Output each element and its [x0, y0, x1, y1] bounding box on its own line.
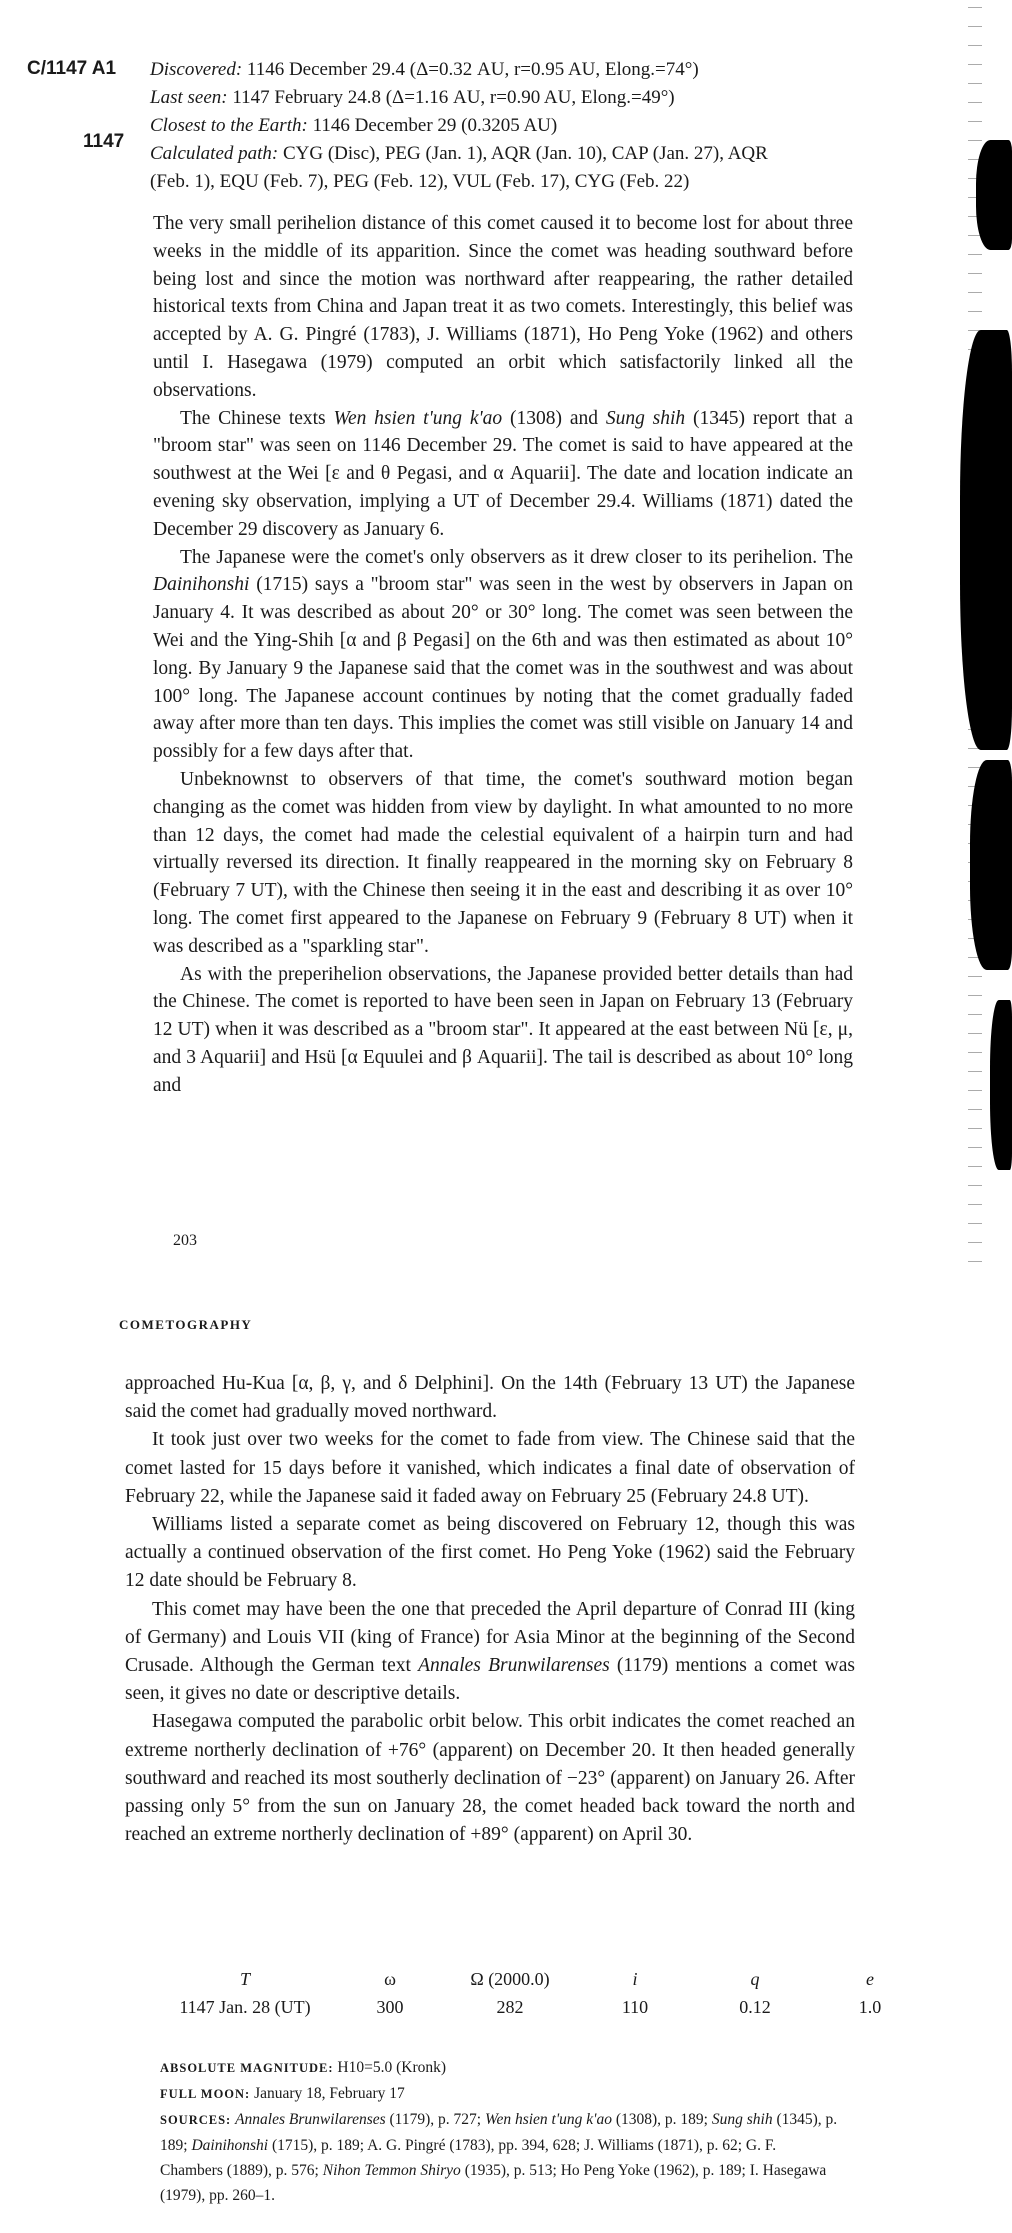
gutter-shadow: [990, 1000, 1012, 1170]
table-cell: 1147 Jan. 28 (UT): [179, 1996, 311, 2017]
full-moon-line: [160, 2081, 840, 2107]
paragraph: As with the preperihelion observations, the Japanese provided better details than had the Chinese. The comet is reported to have been seen in Japan on February 13 (February 12 UT) when it was described as a "broom star". It appeared at the east between Nü [ε, μ, and 3 Aquarii] and Hsü [α Equulei and β Aquarii]. The tail is described as about 10° long and: [153, 963, 853, 1096]
page-number: 203: [173, 1232, 197, 1249]
sources-value: Annales Brunwilarenses (1179), p. 727; Wen hsien t'ung k'ao (1308), p. 189; Sung shih (1345), p. 189; Dainihonshi (1715), p. 189; A. G. Pingré (1783), pp. 394, 628; J. Williams (1871), p. 62; G. F. Chambers (1889), p. 576; Nihon Temmon Shiryo (1935), p. 513; Ho Peng Yoke (1962), p. 189; I. Hasegawa (1979), pp. 260–1.: [160, 2111, 838, 2204]
body-text-page-203: [153, 210, 853, 1100]
paragraph: This comet may have been the one that preceded the April departure of Conrad III (king of Germany) and Louis VII (king of France) for Asia Minor at the beginning of the Second Crusade. Although the German text Annales Brunwilarenses (1179) mentions a comet was seen, it gives no date or descriptive details.: [125, 1598, 855, 1705]
path-line: [150, 140, 768, 168]
table-header: T: [239, 1968, 250, 1989]
title-dainihonshi: Dainihonshi: [153, 574, 250, 596]
paragraph: The very small perihelion distance of this comet caused it to become lost for about three weeks in the middle of its apparition. Since the comet was heading southward before being lost and since the motion was northward after reappearing, the rather detailed historical texts from China and Japan treat it as two comets. Interestingly, this belief was accepted by A. G. Pingré (1783), J. Williams (1871), Ho Peng Yoke (1962) and others until I. Hasegawa (1979) computed an orbit which satisfactorily linked all the observations.: [153, 213, 853, 401]
path-label: Calculated path:: [150, 143, 279, 164]
table-header: q: [750, 1968, 760, 1989]
paragraph: The Chinese texts Wen hsien t'ung k'ao (1308) and Sung shih (1345) report that a "broom star" was seen on 1146 December 29. The comet is said to have appeared at the southwest at the Wei [ε and θ Pegasi, and α Aquarii]. The date and location indicate an evening sky observation, implying a UT of December 29.4. Williams (1871) dated the December 29 discovery as January 6.: [153, 407, 853, 540]
gutter-shadow: [960, 330, 1012, 750]
title-sung-shih: Sung shih: [605, 407, 686, 429]
full-moon-label: FULL MOON:: [160, 2087, 251, 2101]
paragraph: The Japanese were the comet's only observers as it drew closer to its perihelion. The Dainihonshi (1715) says a "broom star" was seen in the west by observers in Japan on January 4. It was described as about 20° or 30° long. The comet was seen between the Wei and the Ying-Shih [α and β Pegasi] on the 6th and was then estimated as about 10° long. By January 9 the Japanese said that the comet was in the southwest and was about 100° long. The Japanese account continues by noting that the comet gradually faded away after more than ten days. This implies the comet was still visible on January 14 and possibly for a few days after that.: [153, 546, 853, 763]
table-cell: 0.12: [739, 1996, 771, 2017]
discovered-line: [150, 56, 699, 84]
gutter-shadow: [976, 140, 1012, 250]
table-cell: 300: [376, 1996, 404, 2017]
comet-designation: C/1147 A1: [27, 58, 117, 79]
last-seen-label: Last seen:: [150, 87, 228, 108]
path-line-2: [150, 168, 689, 196]
table-header: i: [632, 1968, 638, 1989]
paragraph: approached Hu-Kua [α, β, γ, and δ Delphini]. On the 14th (February 13 UT) the Japanese said the comet had gradually moved northward.: [125, 1373, 855, 1423]
paragraph: Hasegawa computed the parabolic orbit below. This orbit indicates the comet reached an extreme northerly declination of +76° (apparent) on December 20. It then headed generally southward and reached its most southerly declination of −23° (apparent) on January 26. After passing only 5° from the sun on January 28, the comet headed back toward the north and reached an extreme northerly declination of +89° (apparent) on April 30.: [125, 1711, 855, 1846]
paragraph: It took just over two weeks for the comet to fade from view. The Chinese said that the comet lasted for 15 days before it vanished, which indicates a final date of observation of February 22, while the Japanese said it faded away on February 25 (February 24.8 UT).: [125, 1429, 855, 1507]
table-header: Ω (2000.0): [470, 1968, 550, 1989]
comet-year: 1147: [83, 131, 125, 152]
closest-label: Closest to the Earth:: [150, 115, 308, 136]
abs-mag-label: ABSOLUTE MAGNITUDE:: [160, 2061, 334, 2075]
discovered-value: 1146 December 29.4 (Δ=0.32 AU, r=0.95 AU, Elong.=74°): [246, 59, 699, 80]
sources-line: [160, 2107, 840, 2208]
title-annales: Annales Brunwilarenses: [418, 1655, 610, 1677]
closest-value: 1146 December 29 (0.3205 AU): [312, 115, 558, 136]
absolute-magnitude-line: [160, 2055, 840, 2081]
abs-mag-value: H10=5.0 (Kronk): [337, 2059, 447, 2076]
sources-label: SOURCES:: [160, 2113, 232, 2127]
paragraph: Williams listed a separate comet as being discovered on February 12, though this was actually a continued observation of the first comet. Ho Peng Yoke (1962) said the February 12 date should be February 8.: [125, 1514, 855, 1592]
orbital-elements-table: [160, 1965, 930, 2021]
last-seen-line: [150, 84, 675, 112]
path-value-1: CYG (Disc), PEG (Jan. 1), AQR (Jan. 10), CAP (Jan. 27), AQR: [282, 143, 768, 164]
paragraph: Unbeknownst to observers of that time, the comet's southward motion began changing as the comet was hidden from view by daylight. In what amounted to no more than 12 days, the comet had made the celestial equivalent of a hairpin turn and had virtually reversed its direction. It finally reappeared in the morning sky on February 8 (February 7 UT), with the Chinese then seeing it in the east and describing it as over 10° long. The comet first appeared to the Japanese on February 9 (February 8 UT) when it was described as a "sparkling star".: [153, 768, 853, 957]
table-header: ω: [384, 1968, 396, 1989]
table-cell: 110: [621, 1996, 649, 2017]
body-text-page-204: [125, 1370, 855, 1849]
table-cell: 1.0: [858, 1996, 882, 2017]
discovered-label: Discovered:: [150, 59, 243, 80]
running-head: COMETOGRAPHY: [119, 1317, 253, 1332]
last-seen-value: 1147 February 24.8 (Δ=1.16 AU, r=0.90 AU, Elong.=49°): [232, 87, 675, 108]
full-moon-value: January 18, February 17: [254, 2085, 405, 2102]
path-value-2: (Feb. 1), EQU (Feb. 7), PEG (Feb. 12), VUL (Feb. 17), CYG (Feb. 22): [150, 171, 690, 192]
table-row: [160, 1993, 930, 2021]
table-header-row: [160, 1965, 930, 1993]
comet-footnotes: [160, 2055, 840, 2208]
table-header: e: [866, 1968, 874, 1989]
closest-line: [150, 112, 557, 140]
table-cell: 282: [496, 1996, 524, 2017]
gutter-shadow: [970, 760, 1012, 970]
title-wen-hsien: Wen hsien t'ung k'ao: [333, 407, 503, 429]
